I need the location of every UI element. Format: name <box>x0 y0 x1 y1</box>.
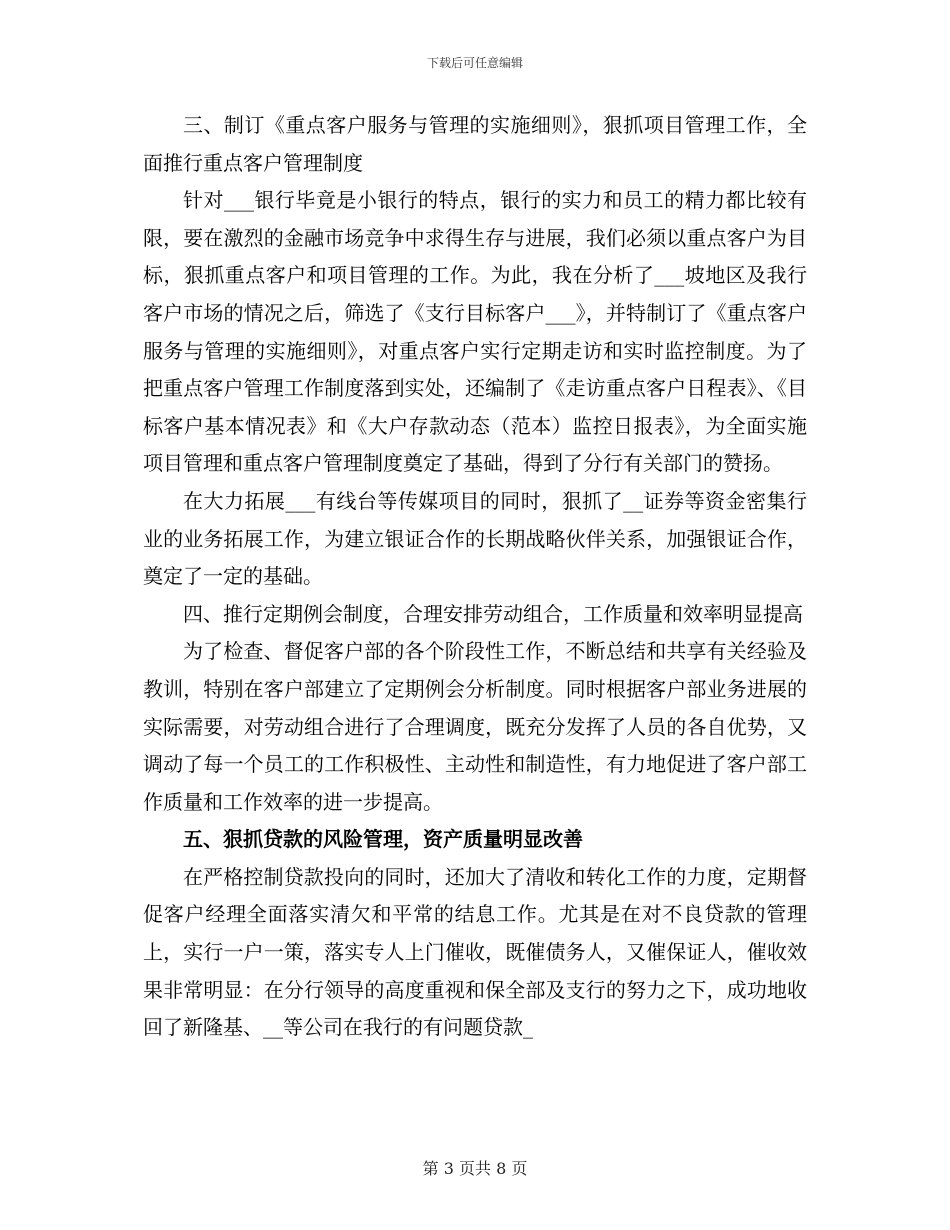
page-footer: 第 3 页共 8 页 <box>422 1159 528 1178</box>
section-heading-5: 五、狠抓贷款的风险管理，资产质量明显改善 <box>183 827 583 852</box>
section-heading-3: 三、制订《重点客户服务与管理的实施细则》，狠抓项目管理工作，全面推行重点客户管理制度 <box>143 113 807 175</box>
body-paragraph: 为了检查、督促客户部的各个阶段性工作，不断总结和共享有关经验及教训，特别在客户部建立了定期例会分析制度。同时根据客户部业务进展的实际需要，对劳动组合进行了合理调度，既充分发挥了人员的各自优势，又调动了每一个员工的工作积极性、主动性和制造性，有力地促进了客户部工作质量和工作效率的进一步提高。 <box>143 639 807 814</box>
body-paragraph: 针对___银行毕竟是小银行的特点，银行的实力和员工的精力都比较有限，要在激烈的金融市场竞争中求得生存与进展，我们必须以重点客户为目标，狠抓重点客户和项目管理的工作。为此，我在分析了___坡地区及我行客户市场的情况之后，筛选了《支行目标客户___》，并特制订了《重点客户服务与管理的实施细则》，对重点客户实行定期走访和实时监控制度。为了把重点客户管理工作制度落到实处，还编制了《走访重点客户日程表》、《目标客户基本情况表》和《大户存款动态（范本）监控日报表》，为全面实施项目管理和重点客户管理制度奠定了基础，得到了分行有关部门的赞扬。 <box>143 188 807 476</box>
document-body <box>143 107 807 1047</box>
body-paragraph: 在大力拓展___有线台等传媒项目的同时，狠抓了__证券等资金密集行业的业务拓展工作，为建立银证合作的长期战略伙伴关系，加强银证合作，奠定了一定的基础。 <box>143 488 807 589</box>
body-paragraph: 在严格控制贷款投向的同时，还加大了清收和转化工作的力度，定期督促客户经理全面落实清欠和平常的结息工作。尤其是在对不良贷款的管理上，实行一户一策，落实专人上门催收，既催债务人，又催保证人，催收效果非常明显：在分行领导的高度重视和保全部及支行的努力之下，成功地收回了新隆基、__等公司在我行的有问题贷款_ <box>143 864 807 1040</box>
section-heading-4: 四、推行定期例会制度，合理安排劳动组合，工作质量和效率明显提高 <box>183 601 803 626</box>
page-header: 下载后可任意编辑 <box>426 56 523 70</box>
